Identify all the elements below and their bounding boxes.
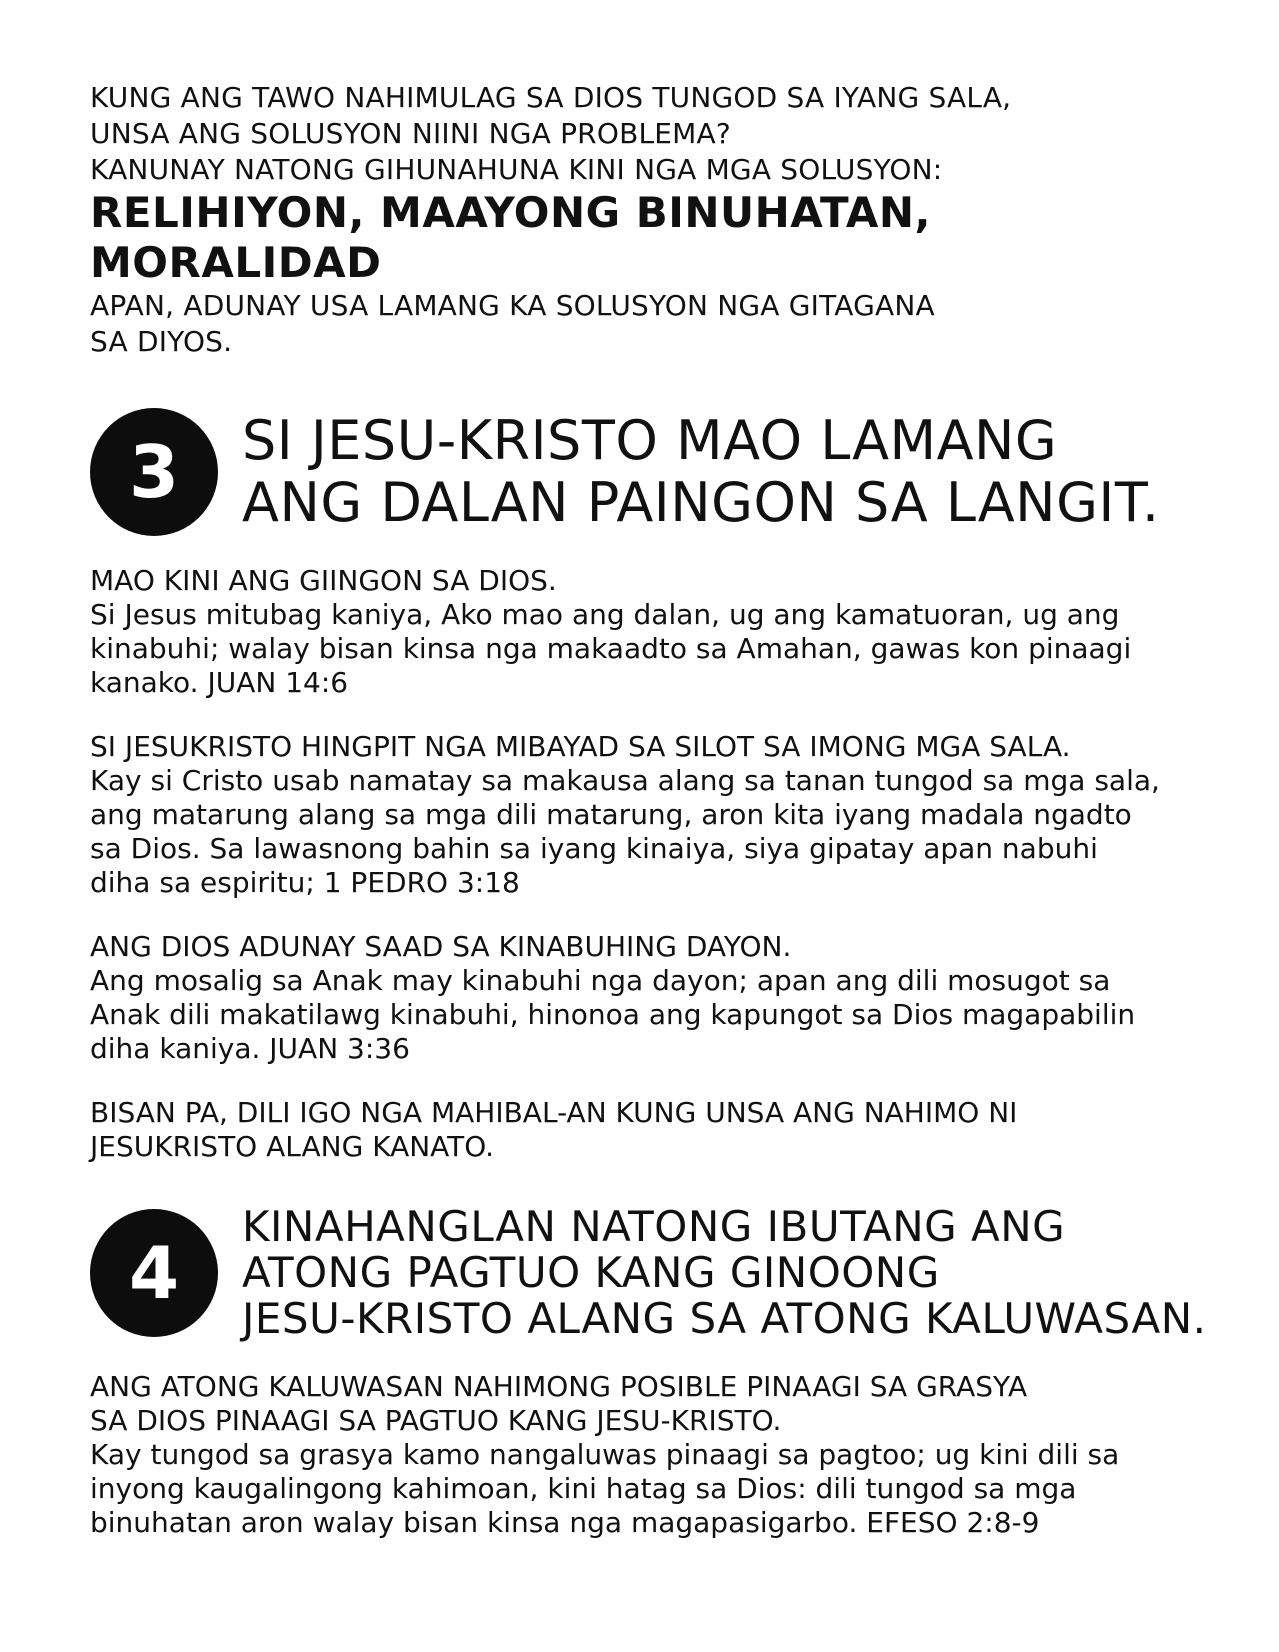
section-3-closing: BISAN PA, DILI IGO NGA MAHIBAL-AN KUNG UNSA ANG NAHIMO NI JESUKRISTO ALANG KANATO. bbox=[90, 1096, 1018, 1163]
solutions-list: RELIHIYON, MAAYONG BINUHATAN, MORALIDAD bbox=[90, 188, 931, 287]
section-3-number-badge: 3 bbox=[90, 408, 218, 536]
section-4-heading: ANG ATONG KALUWASAN NAHIMONG POSIBLE PINAAGI SA GRASYA SA DIOS PINAAGI SA PAGTUO KANG JESU-KRISTO. bbox=[90, 1370, 1028, 1437]
block-2-heading: SI JESUKRISTO HINGPIT NGA MIBAYAD SA SILOT SA IMONG MGA SALA. bbox=[90, 730, 1071, 763]
solutions-lead: KANUNAY NATONG GIHUNAHUNA KINI NGA MGA SOLUSYON: bbox=[90, 153, 943, 186]
block-1-heading: MAO KINI ANG GIINGON SA DIOS. bbox=[90, 564, 557, 597]
section-4-number-badge: 4 bbox=[90, 1209, 218, 1337]
section-3-block-2 bbox=[90, 730, 1230, 900]
intro-block bbox=[90, 80, 1230, 360]
section-3-header bbox=[90, 408, 1230, 536]
section-4-body bbox=[90, 1370, 1230, 1540]
block-2-verse: Kay si Cristo usab namatay sa makausa alang sa tanan tungod sa mga sala, ang matarung alang sa mga dili matarung, aron kita iyang madala ngadto sa Dios. Sa lawasnong bahin sa iyang kinaiya, siya gipatay apan nabuhi diha sa espiritu; 1 PEDRO 3:18 bbox=[90, 764, 1160, 899]
section-4-verse: Kay tungod sa grasya kamo nangaluwas pinaagi sa pagtoo; ug kini dili sa inyong kaugalingong kahimoan, kini hatag sa Dios: dili tungod sa mga binuhatan aron walay bisan kinsa nga magapasigarbo. EFESO 2:8-9 bbox=[90, 1438, 1120, 1539]
block-3-verse: Ang mosalig sa Anak may kinabuhi nga dayon; apan ang dili mosugot sa Anak dili makatilawg kinabuhi, hinonoa ang kapungot sa Dios magapabilin diha kaniya. JUAN 3:36 bbox=[90, 964, 1136, 1065]
one-solution-text: APAN, ADUNAY USA LAMANG KA SOLUSYON NGA GITAGANA SA DIYOS. bbox=[90, 289, 935, 358]
tract-page bbox=[90, 80, 1230, 1540]
section-4-title: KINAHANGLAN NATONG IBUTANG ANG ATONG PAGTUO KANG GINOONG JESU-KRISTO ALANG SA ATONG KALUWASAN. bbox=[242, 1202, 1207, 1343]
section-3-title: SI JESU-KRISTO MAO LAMANG ANG DALAN PAINGON SA LANGIT. bbox=[242, 409, 1160, 534]
section-3-block-3 bbox=[90, 930, 1230, 1066]
intro-question: KUNG ANG TAWO NAHIMULAG SA DIOS TUNGOD SA IYANG SALA, UNSA ANG SOLUSYON NIINI NGA PROBLEMA? bbox=[90, 81, 1012, 150]
block-3-heading: ANG DIOS ADUNAY SAAD SA KINABUHING DAYON. bbox=[90, 930, 792, 963]
block-1-verse: Si Jesus mitubag kaniya, Ako mao ang dalan, ug ang kamatuoran, ug ang kinabuhi; walay bisan kinsa nga makaadto sa Amahan, gawas kon pinaagi kanako. JUAN 14:6 bbox=[90, 598, 1132, 699]
section-3-block-1 bbox=[90, 564, 1230, 700]
section-4 bbox=[90, 1204, 1230, 1540]
section-3 bbox=[90, 408, 1230, 1164]
section-4-header bbox=[90, 1204, 1230, 1342]
